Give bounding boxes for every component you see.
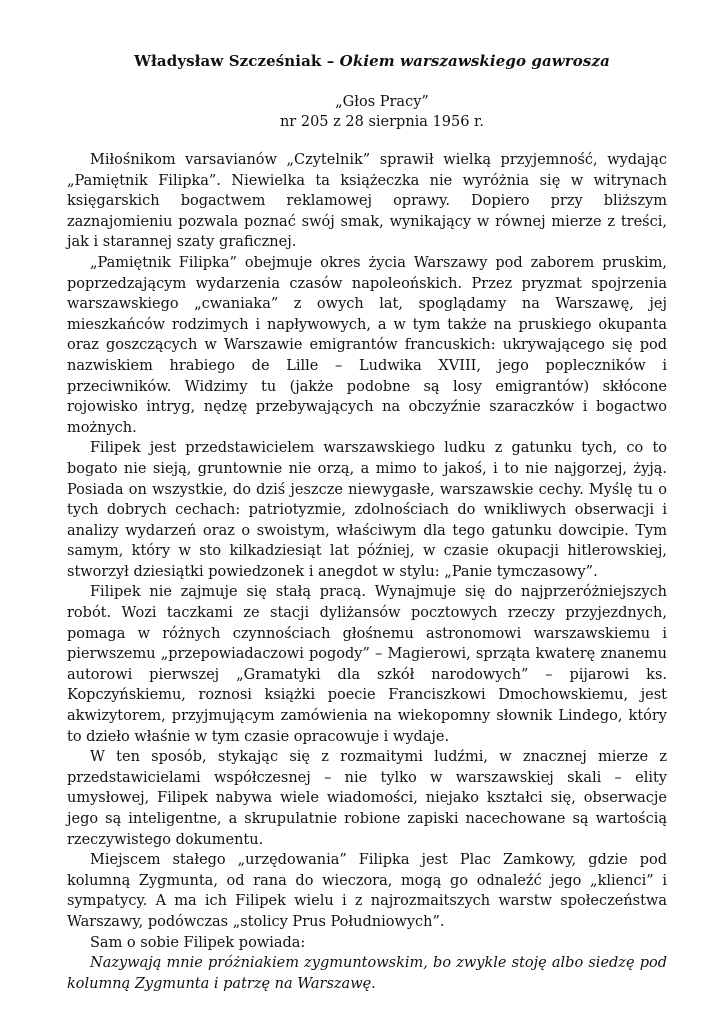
document-title xyxy=(0,52,724,70)
paragraph: Filipek jest przedstawicielem warszawskiego ludku z gatunku tych, co to bogato nie sieją, gruntownie nie orzą, a mimo to jakoś, i to nie najgorzej, żyją. Posiada on wszystkie, do dziś jeszcze niewygasłe, warszawskie cechy. Myślę tu o tych dobrych cechach: patriotyzmie, zdolnościach do wnikliwych obserwacji i analizy wydarzeń oraz o swoistym, właściwym dla tego gatunku dowcipie. Tym samym, który w sto kilkadziesiąt lat później, w czasie okupacji hitlerowskiej, stworzył dziesiątki powiedzonek i anegdot w stylu: „Panie tymczasowy”. xyxy=(67,440,667,580)
source-info xyxy=(0,92,724,132)
paragraph: Miejscem stałego „urzędowania” Filipka jest Plac Zamkowy, gdzie pod kolumną Zygmunta, od rana do wieczora, mogą go odnaleźć jego „klienci” i sympatycy. A ma ich Filipek wielu i z najrozmaitszych warstw społeczeństwa Warszawy, podówczas „stolicy Prus Południowych”. xyxy=(67,852,667,930)
paragraph: Sam o sobie Filipek powiada: xyxy=(90,934,306,951)
work-title: Okiem warszawskiego gawrosza xyxy=(339,52,610,70)
issue-info: nr 205 z 28 sierpnia 1956 r. xyxy=(279,114,485,130)
article-body xyxy=(67,150,667,994)
paragraph: W ten sposób, stykając się z rozmaitymi ludźmi, w znacznej mierze z przedstawicielami współczesnej – nie tylko w warszawskiej skali – elity umysłowej, Filipek nabywa wiele wiadomości, niejako kształci się, obserwacje jego są inteligentne, a skrupulatnie robione zapiski nacechowane są wartością rzeczywistego dokumentu. xyxy=(67,749,667,848)
paragraph: Filipek nie zajmuje się stałą pracą. Wynajmuje się do najprzeróżniejszych robót. Wozi taczkami ze stacji dyliżansów pocztowych rzeczy przyjezdnych, pomaga w różnych czynnościach głośnemu astronomowi warszawskiemu i pierwszemu „przepowiadaczowi pogody” – Magierowi, sprząta kwaterę znanemu autorowi pierwszej „Gramatyki dla szkół narodowych” – pijarowi ks. Kopczyńskiemu, roznosi książki poecie Franciszkowi Dmochowskiemu, jest akwizytorem, przyjmującym zamówienia na wiekopomny słownik Lindego, który to dzieło właśnie w tym czasie opracowuje i wydaje. xyxy=(67,584,667,745)
paragraph: Miłośnikom varsavianów „Czytelnik” sprawił wielką przyjemność, wydając „Pamiętnik Filipka”. Niewielka ta książeczka nie wyróżnia się w witrynach księgarskich bogactwem reklamowej oprawy. Dopiero przy bliższym zaznajomieniu pozwala poznać swój smak, wynikający w równej mierze z treści, jak i starannej szaty graficznej. xyxy=(67,152,667,251)
paragraph: „Pamiętnik Filipka” obejmuje okres życia Warszawy pod zaborem pruskim, poprzedzającym wydarzenia czasów napoleońskich. Przez pryzmat spojrzenia warszawskiego „cwaniaka” z owych lat, spoglądamy na Warszawę, jej mieszkańców rodzimych i napływowych, a w tym także na pruskiego okupanta oraz goszczących w Warszawie emigrantów francuskich: ukrywającego się pod nazwiskiem hrabiego de Lille – Ludwika XVIII, jego popleczników i przeciwników. Widzimy tu (jakże podobne są losy emigrantów) skłócone rojowisko intryg, nędzę przebywających na obczyźnie szaraczków i bogactwo możnych. xyxy=(67,254,667,436)
quote-paragraph: Nazywają mnie próżniakiem zygmuntowskim, bo zwykle stoję albo siedzę pod kolumną Zygmunta i patrzę na Warszawę. xyxy=(67,955,667,992)
author-name: Władysław Szcześniak – xyxy=(134,52,340,70)
publication-name: „Głos Pracy” xyxy=(335,94,429,110)
